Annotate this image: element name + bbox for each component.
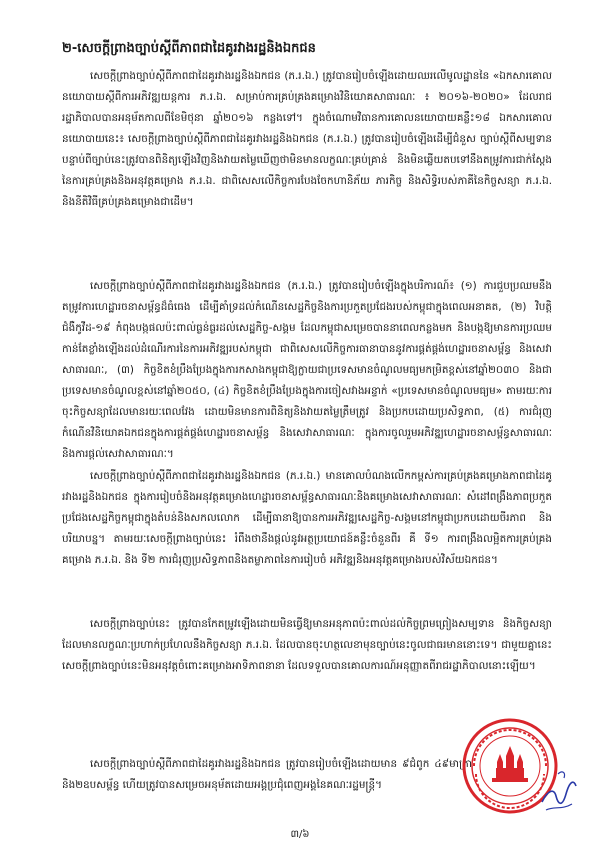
paragraph-2	[62, 276, 552, 460]
paragraph-5-text: សេចក្តីព្រាងច្បាប់ស្តីពីភាពជាដៃគូរវាងរដ្ឋនិងឯកជន ត្រូវបានរៀបចំឡើងដោយមាន ៩ជំពូក ៤៩មាត្រា និង២ឧបសម្ព័ន្ធ ហើយត្រូវបានសម្រេចអនុម័តដោយអង្គប្រជុំពេញអង្គនៃគណៈរដ្ឋមន្ត្រី។	[62, 758, 472, 791]
paragraph-2-text: សេចក្តីព្រាងច្បាប់ស្តីពីភាពជាដៃគូរវាងរដ្ឋនិងឯកជន (ភ.រ.ឯ.) ត្រូវបានរៀបចំឡើងក្នុងបរិការណ៍៖ (១) ការជួបប្រឈមនឹងតម្រូវការហេដ្ឋារចនាសម្ព័ន្ធដ៏ធំធេង ដើម្បីគាំទ្រដល់កំណើនសេដ្ឋកិច្ចនិងការប្រកួតប្រជែងរបស់កម្ពុជាក្នុងពេលអនាគត, (២) វិបត្តិជំងឺកូវីដ-១៩ កំពុងបង្កផលប៉ះពាល់ធ្ងន់ធ្ងរដល់សេដ្ឋកិច្ច-សង្គម ដែលកម្ពុជាសម្រេចបាននាពេលកន្លងមក និងបង្កឱ្យមានការប្រឈមកាន់តែខ្លាំងឡើងដល់ដំណើរការនៃការអភិវឌ្ឍរបស់កម្ពុជា ជាពិសេសលើកិច្ចការធានាបាននូវការផ្គត់ផ្គង់ហេដ្ឋារចនាសម្ព័ន្ធ និងសេវាសាធារណៈ, (៣) កិច្ចខិតខំប្រឹងប្រែងក្នុងការកសាងកម្ពុជាឱ្យក្លាយជាប្រទេសមានចំណូលមធ្យមកម្រិតខ្ពស់នៅឆ្នាំ២០៣០ និងជាប្រទេសមានចំណូលខ្ពស់នៅឆ្នាំ២០៥០, (៤) កិច្ចខិតខំប្រឹងប្រែងក្នុងការចៀសវាងអន្ទាក់ «ប្រទេសមានចំណូលមធ្យម» តាមរយៈការចុះកិច្ចសន្យាដែលមានរយៈពេលវែង ដោយមិនមានការពិនិត្យនិងវាយតម្លៃត្រឹមត្រូវ និងប្រកបដោយប្រសិទ្ធភាព, (៥) ការជំរុញកំណើនវិនិយោគឯកជនក្នុងការផ្គត់ផ្គង់ហេដ្ឋារចនាសម្ព័ន្ធ និងសេវាសាធារណៈ ក្នុងការចូលរួមអភិវឌ្ឍហេដ្ឋារចនាសម្ព័ន្ធសាធារណៈ និងការផ្តល់សេវាសាធារណៈ។	[62, 280, 552, 460]
paragraph-3	[62, 466, 552, 592]
signature	[536, 760, 580, 820]
section-heading: ២-សេចក្តីព្រាងច្បាប់ស្តីពីភាពជាដៃគូរវាងរដ្ឋនិងឯកជន	[62, 41, 316, 56]
paragraph-4-text: សេចក្តីព្រាងច្បាប់នេះ ត្រូវបានកែតម្រូវឡើងដោយមិនធ្វើឱ្យមានអនុភាពប៉ះពាល់ដល់កិច្ចព្រមព្រៀងសម្បទាន និងកិច្ចសន្យាដែលមានលក្ខណៈប្រហាក់ប្រហែលនឹងកិច្ចសន្យា ភ.រ.ឯ. ដែលបានចុះហត្ថលេខាមុនច្បាប់នេះចូលជាធរមាននោះទេ។ ជាមួយគ្នានេះ សេចក្តីព្រាងច្បាប់នេះមិនអនុវត្តចំពោះគម្រោងអាទិភាពនានា ដែលទទួលបានគោលការណ៍អនុញ្ញាតពីរាជរដ្ឋាភិបាលនោះឡើយ។	[62, 618, 552, 672]
paragraph-5	[62, 754, 472, 818]
paragraph-1	[62, 66, 552, 270]
paragraph-1-text: សេចក្តីព្រាងច្បាប់ស្តីពីភាពជាដៃគូរវាងរដ្ឋនិងឯកជន (ភ.រ.ឯ.) ត្រូវបានរៀបចំឡើងដោយឈរលើមូលដ្ឋាននៃ «ឯកសារគោលនយោបាយស្តីពីការអភិវឌ្ឍយន្តការ ភ.រ.ឯ. សម្រាប់ការគ្រប់គ្រងគម្រោងវិនិយោគសាធារណៈ ៖ ២០១៦-២០២០» ដែលរាជរដ្ឋាភិបាលបានអនុម័តកាលពីខែមិថុនា ឆ្នាំ២០១៦ កន្លងទៅ។ ក្នុងចំណោមវិធានការគោលនយោបាយគន្លឹះ១៨ ឯកសារគោលនយោបាយនេះ៖ សេចក្តីព្រាងច្បាប់ស្តីពីភាពជាដៃគូរវាងរដ្ឋនិងឯកជន (ភ.រ.ឯ.) ត្រូវបានរៀបចំឡើងដើម្បីជំនួស ច្បាប់ស្តីពីសម្បទាន បន្ទាប់ពីច្បាប់នេះត្រូវបានពិនិត្យឡើងវិញនិងវាយតម្លៃឃើញថាមិនមានលក្ខណៈគ្រប់គ្រាន់ និងមិនឆ្លើយតបទៅនឹងតម្រូវការជាក់ស្តែងនៃការគ្រប់គ្រងនិងអនុវត្តគម្រោង ភ.រ.ឯ. ជាពិសេសលើកិច្ចការបែងចែកហានិភ័យ ភារកិច្ច និងសិទ្ធិរបស់ភាគីនៃកិច្ចសន្យា ភ.រ.ឯ. និងនីតិវិធីគ្រប់គ្រងគម្រោងជាដើម។	[62, 70, 552, 208]
paragraph-3-text: សេចក្តីព្រាងច្បាប់ស្តីពីភាពជាដៃគូរវាងរដ្ឋនិងឯកជន (ភ.រ.ឯ.) មានគោលបំណងលើកកម្ពស់ការគ្រប់គ្រងគម្រោងភាពជាដៃគូរវាងរដ្ឋនិងឯកជន ក្នុងការរៀបចំនិងអនុវត្តគម្រោងហេដ្ឋារចនាសម្ព័ន្ធសាធារណៈនិងគម្រោងសេវាសាធារណៈ សំដៅពង្រឹងភាពប្រកួតប្រជែងសេដ្ឋកិច្ចកម្ពុជាក្នុងតំបន់និងសកលលោក ដើម្បីធានាឱ្យបានការអភិវឌ្ឍសេដ្ឋកិច្ច-សង្គមនៅកម្ពុជាប្រកបដោយចីរភាព និងបរិយាបន្ន។ តាមរយៈសេចក្តីព្រាងច្បាប់នេះ រំពឹងថានឹងផ្តល់នូវអត្ថប្រយោជន៍គន្លឹះចំនួនពីរ គឺ ទី១ ការពង្រឹងលម្អិតការគ្រប់គ្រងគម្រោង ភ.រ.ឯ. និង ទី២ ការជំរុញប្រសិទ្ធភាពនិងតម្លាភាពនៃការរៀបចំ អភិវឌ្ឍនិងអនុវត្តគម្រោងរបស់វិស័យឯកជន។	[62, 470, 552, 566]
page-number: ៣/៦	[290, 829, 310, 840]
